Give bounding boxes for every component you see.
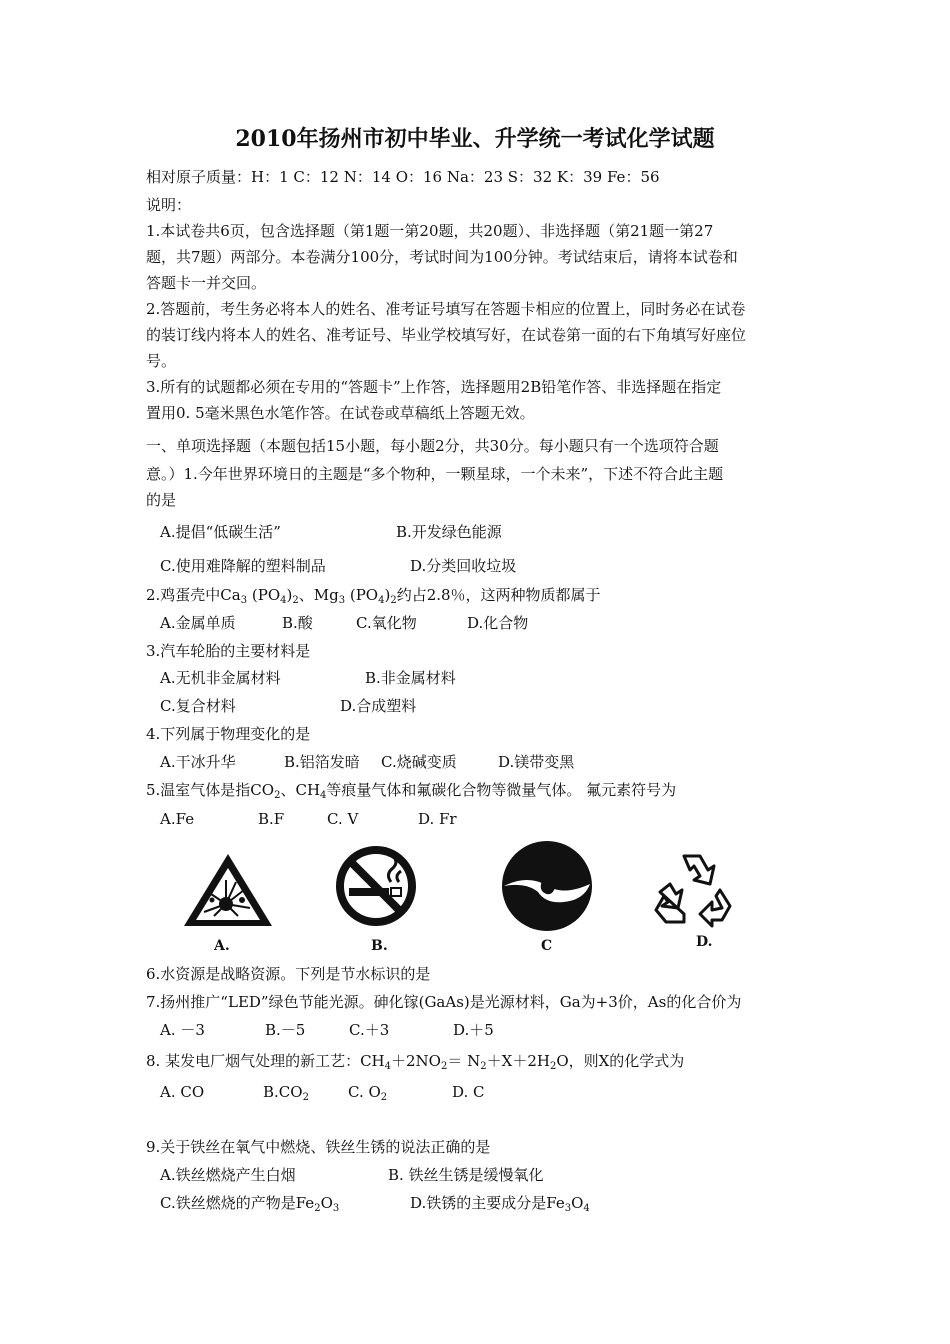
q3-option-d: D.合成塑料 [340, 697, 417, 715]
q7-option-d: D.＋5 [453, 1021, 494, 1039]
question-5-stem: 5.温室气体是指$CO_2$、$CH_4$等痕量气体和氟碳化合物等微量气体。 氟元素符号为 [146, 781, 677, 801]
instructions-heading: 说明： [146, 196, 192, 214]
icon-d-label: D. [696, 934, 713, 950]
q5-option-c: C. V [327, 810, 359, 828]
question-3-stem: 3.汽车轮胎的主要材料是 [146, 642, 311, 660]
question-4-stem: 4.下列属于物理变化的是 [146, 725, 311, 743]
q8-option-c: C. $O_2$ [348, 1083, 388, 1103]
q5-option-a: A.Fe [160, 810, 195, 828]
q9-option-a: A.铁丝燃烧产生白烟 [160, 1166, 296, 1184]
q1-option-d: D.分类回收垃圾 [410, 557, 517, 575]
q9-option-b: B. 铁丝生锈是缓慢氧化 [388, 1166, 544, 1184]
q1-option-b: B.开发绿色能源 [396, 523, 502, 541]
instruction-line: 3.所有的试题都必须在专用的“答题卡”上作答，选择题用2B铅笔作答、非选择题在指定 [146, 378, 722, 396]
q8-option-d: D. C [452, 1083, 485, 1101]
icon-a-label: A. [214, 938, 230, 954]
q4-option-b: B.铝箔发暗 [284, 753, 360, 771]
question-8-stem: 8. 某发电厂烟气处理的新工艺：$CH_4+2NO_2= N_2+X+2H_2O$，则X的化学式为 [146, 1052, 685, 1072]
q1-option-a: A.提倡“低碳生活” [160, 523, 281, 541]
explosive-warning-icon [180, 850, 276, 930]
q2-option-b: B.酸 [282, 614, 313, 632]
q4-option-c: C.烧碱变质 [381, 753, 457, 771]
q7-option-c: C.＋3 [349, 1021, 390, 1039]
icon-b-label: B. [371, 938, 388, 954]
q3-option-b: B.非金属材料 [365, 669, 456, 687]
q7-option-a: A. －3 [160, 1021, 205, 1039]
no-smoking-icon [333, 842, 419, 930]
q8-option-b: $B.CO_2$ [263, 1083, 309, 1103]
instruction-line: 答题卡一并交回。 [146, 274, 267, 292]
q7-option-b: B.－5 [265, 1021, 306, 1039]
q3-option-a: A.无机非金属材料 [160, 669, 281, 687]
q2-option-a: A.金属单质 [160, 614, 236, 632]
q5-option-d: D. Fr [418, 810, 457, 828]
water-saving-icon [498, 838, 596, 934]
q1-option-c: C.使用难降解的塑料制品 [160, 557, 326, 575]
question-2-stem: 2.鸡蛋壳中$Ca_3$ $(PO_4)_2$、$Mg_3$ $(PO_4)_2$约占2.8％，这两种物质都属于 [146, 586, 601, 606]
question-9-stem: 9.关于铁丝在氧气中燃烧、铁丝生锈的说法正确的是 [146, 1138, 491, 1156]
question-7-stem: 7.扬州推广“LED”绿色节能光源。砷化镓(GaAs)是光源材料，Ga为+3价，As的化合价为 [146, 993, 742, 1011]
question-1-stem: 意。）1.今年世界环境日的主题是“多个物种，一颗星球，一个未来”，下述不符合此主题 [146, 465, 724, 483]
section-heading: 一、单项选择题（本题包括15小题，每小题2分，共30分。每小题只有一个选项符合题 [146, 437, 719, 455]
instruction-line: 置用0. 5毫米黑色水笔作答。在试卷或草稿纸上答题无效。 [146, 404, 535, 422]
q4-option-d: D.镁带变黑 [498, 753, 575, 771]
instruction-line: 2.答题前，考生务必将本人的姓名、准考证号填写在答题卡相应的位置上，同时务必在试卷 [146, 300, 746, 318]
instruction-line: 1.本试卷共6页，包含选择题（第1题一第20题，共20题）、非选择题（第21题一第27 [146, 222, 714, 240]
instruction-line: 的装订线内将本人的姓名、准考证号、毕业学校填写好，在试卷第一面的右下角填写好座位 [146, 326, 747, 344]
q3-option-c: C.复合材料 [160, 697, 236, 715]
icon-c-label: C [541, 938, 553, 954]
question-1-stem: 的是 [146, 491, 177, 509]
q9-option-d: D.铁锈的主要成分是$Fe_3O_4$ [410, 1194, 590, 1214]
q8-option-a: A. CO [160, 1083, 205, 1101]
q4-option-a: A.干冰升华 [160, 753, 236, 771]
q2-option-c: C.氧化物 [356, 614, 417, 632]
q9-option-c: C.铁丝燃烧的产物是$Fe_2O_3$ [160, 1194, 340, 1214]
q5-option-b: B.F [258, 810, 285, 828]
instruction-line: 号。 [146, 352, 177, 370]
recycle-icon [650, 848, 740, 930]
atomic-mass-line: 相对原子质量：H：1 C：12 N：14 O：16 Na：23 S：32 K：39 Fe：56 [146, 168, 660, 186]
page-title: 2010年扬州市初中毕业、升学统一考试化学试题 [235, 126, 715, 152]
q2-option-d: D.化合物 [467, 614, 529, 632]
question-6-stem: 6.水资源是战略资源。下列是节水标识的是 [146, 965, 431, 983]
instruction-line: 题，共7题）两部分。本卷满分100分，考试时间为100分钟。考试结束后，请将本试卷和 [146, 248, 738, 266]
